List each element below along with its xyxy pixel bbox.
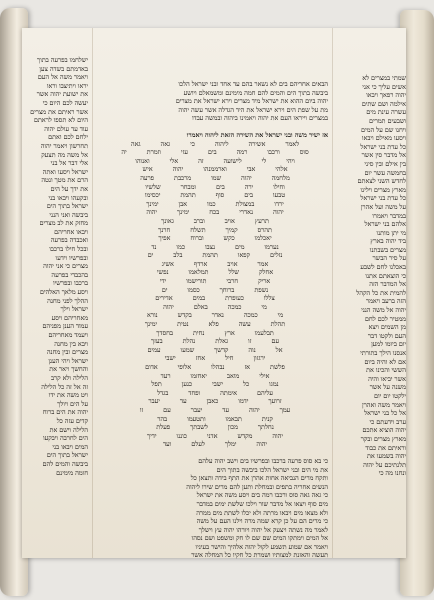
text-line: ובקעהו ויבאו בני [48, 193, 88, 202]
text-line: אל המדבר הזה [369, 280, 406, 289]
song-line: יהוה נאדרי בכח ימינך יהוה [146, 208, 284, 217]
text-line: כי מרים הם על כן קרא שמה מרה וילנו העם על משה [196, 517, 328, 526]
text-line: חומה מימינם [56, 468, 88, 477]
text-line: מי יתן מותנו [376, 228, 406, 237]
text-line: ובפרשיו וידעו [55, 253, 88, 262]
parchment-seam [92, 28, 93, 558]
text-line: אל מדבר סין אשר [361, 151, 406, 160]
song-line: לאמר אשירה ליהוה כי גאה גאה [130, 139, 300, 148]
text-line: כי בא סוס פרעה ברכבו ובפרשיו בים וישב יהוה עלהם [198, 456, 328, 465]
text-line: באכלנו לחם לשבע [360, 263, 406, 272]
text-line: ביבשה והמים להם [42, 459, 88, 468]
text-line: כל עדת בני ישראל [360, 142, 406, 151]
text-line: אשר ראיתם את מצרים [30, 107, 88, 116]
text-line: העם ולקטו דבר [367, 331, 406, 340]
text-line: מצרים כי אני יהוה [43, 262, 88, 271]
text-line: ויט משה את ידו [48, 391, 88, 400]
text-line: יראו ויתיצבו וראו [46, 81, 88, 90]
text-line: מחזק את לב מצרים [39, 219, 88, 228]
text-line: ותקח מרים הנביאה אחות אהרן את התף בידה ותצאן כל [190, 474, 328, 483]
text-line: אשר יביאו והיה [368, 374, 406, 383]
song-line: צללו כעופרת במים אדירים [155, 294, 275, 303]
text-line: אנסנו הילך בתורתי [360, 349, 406, 357]
song-line: תבלעמו ארץ נחית בחסדך [156, 328, 274, 337]
text-line: ישראל וילך [60, 305, 88, 314]
text-line: באדמתם בשדה צען [39, 64, 88, 73]
text-line: ויסע מלאך האלהים [39, 288, 88, 297]
song-line: נזלים קפאו תהמת בלב ים [147, 251, 283, 260]
text-line: יום ביומו למען [371, 340, 406, 349]
song-line: וחילו ירה בים ומבחר שלשיו [145, 182, 285, 191]
song-line: עמך יהוה עד יעבר עם זו [139, 405, 291, 414]
song-line: ירגזון חיל אחז ישבי [164, 354, 266, 363]
song-line: סוס ורכבו רמה בים עזי וזמרת יה [121, 148, 309, 157]
text-line: אל המים וימתקו המים שם שם לו חק ומשפט ושם נסהו [191, 534, 328, 543]
song-line: ירדו במצולת כמו אבן ימינך [146, 199, 284, 208]
song-line: מלחמה יהוה שמו מרכבת פרעה [140, 173, 290, 182]
text-line: ברכבו ובפרשיו [53, 279, 88, 288]
song-line: פלשת אז נבהלו אלופי אדום [145, 363, 285, 371]
song-line: אילי מואב יאחזמו רעד [160, 371, 270, 380]
text-line: על סיר הבשר [372, 254, 406, 263]
song-line: יהוה מקדש אדני כוננו ידיך [147, 431, 283, 440]
text-line: עוד עד עולם יהוה [44, 124, 88, 133]
text-line: ישראל ויסעו ואתה [42, 167, 88, 176]
text-line: ושבעים תמרים [368, 116, 406, 125]
song-line: עליהם אימתה ופחד בגדל [157, 388, 273, 397]
text-line: אל כל בני ישראל [364, 409, 406, 418]
text-line: מארץ מצרים ובקר [360, 434, 406, 443]
text-line: כי גאה גאה סוס ורכבו רמה בים ויסע משה את ישראל [196, 491, 328, 500]
text-line: ויבא בין מחנה [54, 339, 88, 348]
text-line: את ידך על הים [50, 184, 88, 193]
text-line: בין אילם ובין סיני [364, 159, 406, 168]
text-line: את ישועת יהוה אשר [36, 90, 88, 99]
text-line: משנה על אשר [369, 383, 406, 392]
text-line: ונחנו מה כי [378, 469, 406, 478]
text-line: מים סוף ויצאו אל מדבר שור וילכו שלשת ימים במדבר [196, 499, 328, 508]
text-line: תעשה והאזנת למצותיו ושמרת כל חקיו כל המחלה אשר [191, 551, 328, 560]
text-column-center [102, 80, 328, 560]
text-line: לאמר מה נשתה ויצעק אל יהוה ויורהו יהוה עץ וישלך [198, 525, 328, 534]
text-line: הים לחרבה ויבקעו [43, 434, 88, 443]
text-line: לחדש השני לצאתם [357, 177, 406, 186]
text-line: ואכבדה בפרעה [50, 236, 88, 245]
text-line: ויאמר אם שמוע תשמע לקול יהוה אלהיך והישר בעיניו [195, 542, 328, 551]
text-line: את מי הים ובני ישראל הלכו ביבשה בתוך הים [216, 465, 328, 474]
song-line: אל נוה קדשך שמעו עמים [147, 345, 283, 354]
song-line: יאכלמו כקש וברוח אפיך [158, 234, 272, 243]
text-line: אם לא והיה ביום [364, 357, 406, 366]
text-line: בהכבדי בפרעה [51, 270, 88, 279]
text-line: כל עדת בני ישראל [360, 194, 406, 203]
text-line: יהוה את הים ברוח [42, 408, 88, 417]
text-line: קדים עזה כל [56, 416, 88, 425]
text-line: יהוה בשמעו את [366, 452, 406, 461]
text-line: אילמה ושם שתים [361, 99, 406, 108]
text-line: ויבאו אחריהם [54, 227, 88, 236]
text-line: ויעמד מאחריהם [48, 331, 88, 339]
text-line: שמתי במצרים לא [362, 74, 406, 82]
song-line: תרעץ אויב וברב גאונך [161, 216, 269, 225]
parchment-seam [332, 28, 333, 558]
text-line: ממטיר לכם לחם [364, 314, 406, 323]
text-line: ביבשה ואני הנני [49, 210, 88, 219]
text-line: יהוה ביום ההוא את ישראל מיד מצרים וירא ישראל את מצרים [175, 97, 328, 106]
text-line: אלי דבר אל בני [50, 159, 88, 168]
text-line: ולא מצאו מים ויבאו מרתה ולא יכלו לשתת מים ממרה [196, 508, 328, 517]
text-line: הזה ברעב ויאמר [365, 297, 406, 306]
song-line: אחלק שלל תמלאמו נפשי [156, 268, 274, 277]
song-line: מי כמכה באלם יהוה [163, 302, 267, 311]
text-column-left [24, 56, 88, 496]
text-line: הרם את מטך ונטה [41, 176, 88, 185]
text-line: תחרשון ויאמר יהוה [40, 141, 88, 150]
song-line: טבעו בים סוף תהמת יכסימו [144, 191, 286, 200]
text-line: מצרים בשבתנו [369, 245, 406, 254]
song-line: מי כמכה נאדר בקדש נורא [146, 311, 284, 320]
text-line: ויאמר משה אל העם [37, 73, 88, 82]
text-line: ההלך לפני מחנה [47, 296, 88, 305]
song-line: נחלתך מכון לשבתך פעלת [156, 423, 274, 432]
text-line: ויחנו שם על המים [361, 125, 406, 134]
text-line: עמוד הענן מפניהם [42, 322, 88, 331]
text-line: ישלחמו בפרעה בתוך [37, 56, 88, 64]
text-line: ויאמר משה ואהרן [362, 400, 406, 409]
text-line: עשרה עינת מים [366, 108, 406, 117]
text-line: זה אל זה כל הלילה [41, 382, 88, 391]
text-line: יעשה לכם היום כי [42, 98, 88, 107]
song-line: קנית תבאמו ותטעמו בהר [157, 414, 273, 423]
text-line: על הים ויולך [57, 399, 88, 408]
song-line: עם זו גאלת נהלת בעזך [150, 337, 280, 346]
text-line: ישראל בתוך הים [46, 451, 88, 460]
text-line: מן השמים ויצא [368, 323, 406, 332]
song-line: נערמו מים נצבו כמו נד [151, 242, 279, 251]
text-line: הבאים אחריהם בים לא נשאר בהם עד אחד ובני ישראל הלכו [178, 80, 328, 88]
text-line: יהוה אל משה הנני [361, 306, 406, 315]
text-line: מארץ מצרים וילינו [360, 185, 406, 194]
text-line: אל משה מה תצעק [41, 150, 88, 159]
song-line: אלהי אבי וארממנהו יהוה איש [142, 165, 288, 174]
song-line: זרועך ידמו כאבן עד יעבר [148, 397, 282, 406]
text-line: ויסעו מאילם ויבאו [361, 134, 406, 143]
text-line: ביד יהוה בארץ [370, 237, 406, 246]
text-line: ילקטו יום יום [374, 391, 406, 400]
text-line: כי הוצאתם אתנו [365, 271, 406, 280]
text-line: אשים עליך כי אני [362, 82, 406, 91]
text-line: מאחריהם ויסע [51, 313, 88, 322]
text-line: יהוה הוציא אתכם [362, 426, 406, 435]
song-line: אמר אויב ארדף אשיג [161, 259, 269, 268]
text-line: ילחם לכם ואתם [48, 133, 88, 142]
text-line: במדבר ויאמרו [372, 211, 406, 220]
text-line: ישראל ויהי הענן [48, 356, 88, 365]
text-line: הנשים אחריה בתפים ובמחלת ותען להם מרים שירו ליהוה [186, 482, 328, 491]
song-line: תהרס קמיך תשלח חרנך [158, 225, 272, 234]
song-line: אריק חרבי תורישמו ידי [159, 277, 271, 286]
text-line: להמית את כל הקהל [356, 288, 406, 297]
text-column-right [336, 74, 406, 504]
song-line: ויהי לי לישועה זה אלי ואנוהו [135, 156, 295, 165]
text-line: ישראל בתוך הים [46, 202, 88, 211]
text-line: על משה ועל אהרן [360, 202, 406, 211]
song-line: יהוה ימלך לעלם ועד [162, 440, 268, 449]
text-line: ובכל חילו ברכבו [49, 245, 88, 254]
text-line: במצרים וייראו העם את יהוה ויאמינו ביהוה ובמשה עבדו [191, 114, 328, 123]
text-line: והחשך ויאר את [49, 365, 88, 374]
text-line: וראיתם את כבוד [365, 443, 406, 452]
text-line: היום לא תספו לראתם [33, 116, 88, 125]
text-line: הששי והכינו את [366, 366, 406, 375]
text-line: מת על שפת הים וירא ישראל את היד הגדלה אשר עשה יהוה [178, 105, 328, 114]
song-opening-line: אז ישיר משה ובני ישראל את השירה הזאת ליהוה ויאמרו [186, 130, 328, 139]
text-line: מצרים ובין מחנה [46, 348, 88, 357]
text-line: תלנתיכם על יהוה [363, 460, 406, 469]
song-line: נשפת ברוחך כסמו ים [161, 285, 269, 294]
text-line: יהוה רפאך ויבאו [366, 91, 406, 100]
song-line: תהלת עשה פלא נטית ימינך [144, 320, 286, 329]
text-line: המים ויבאו בני [52, 442, 88, 451]
song-line: נמגו כל ישבי כנען תפל [151, 380, 279, 389]
text-line: הלילה ולא קרב [50, 373, 88, 382]
text-line: הלילה וישם את [49, 425, 88, 434]
text-line: ביבשה בתוך הים והמים להם חמה מימינם ומשמאלם ויושע [183, 88, 328, 97]
text-line: ערב וידעתם כי [369, 417, 406, 426]
text-line: בחמשה עשר יום [364, 168, 406, 177]
text-line: אלהם בני ישראל [364, 220, 406, 229]
